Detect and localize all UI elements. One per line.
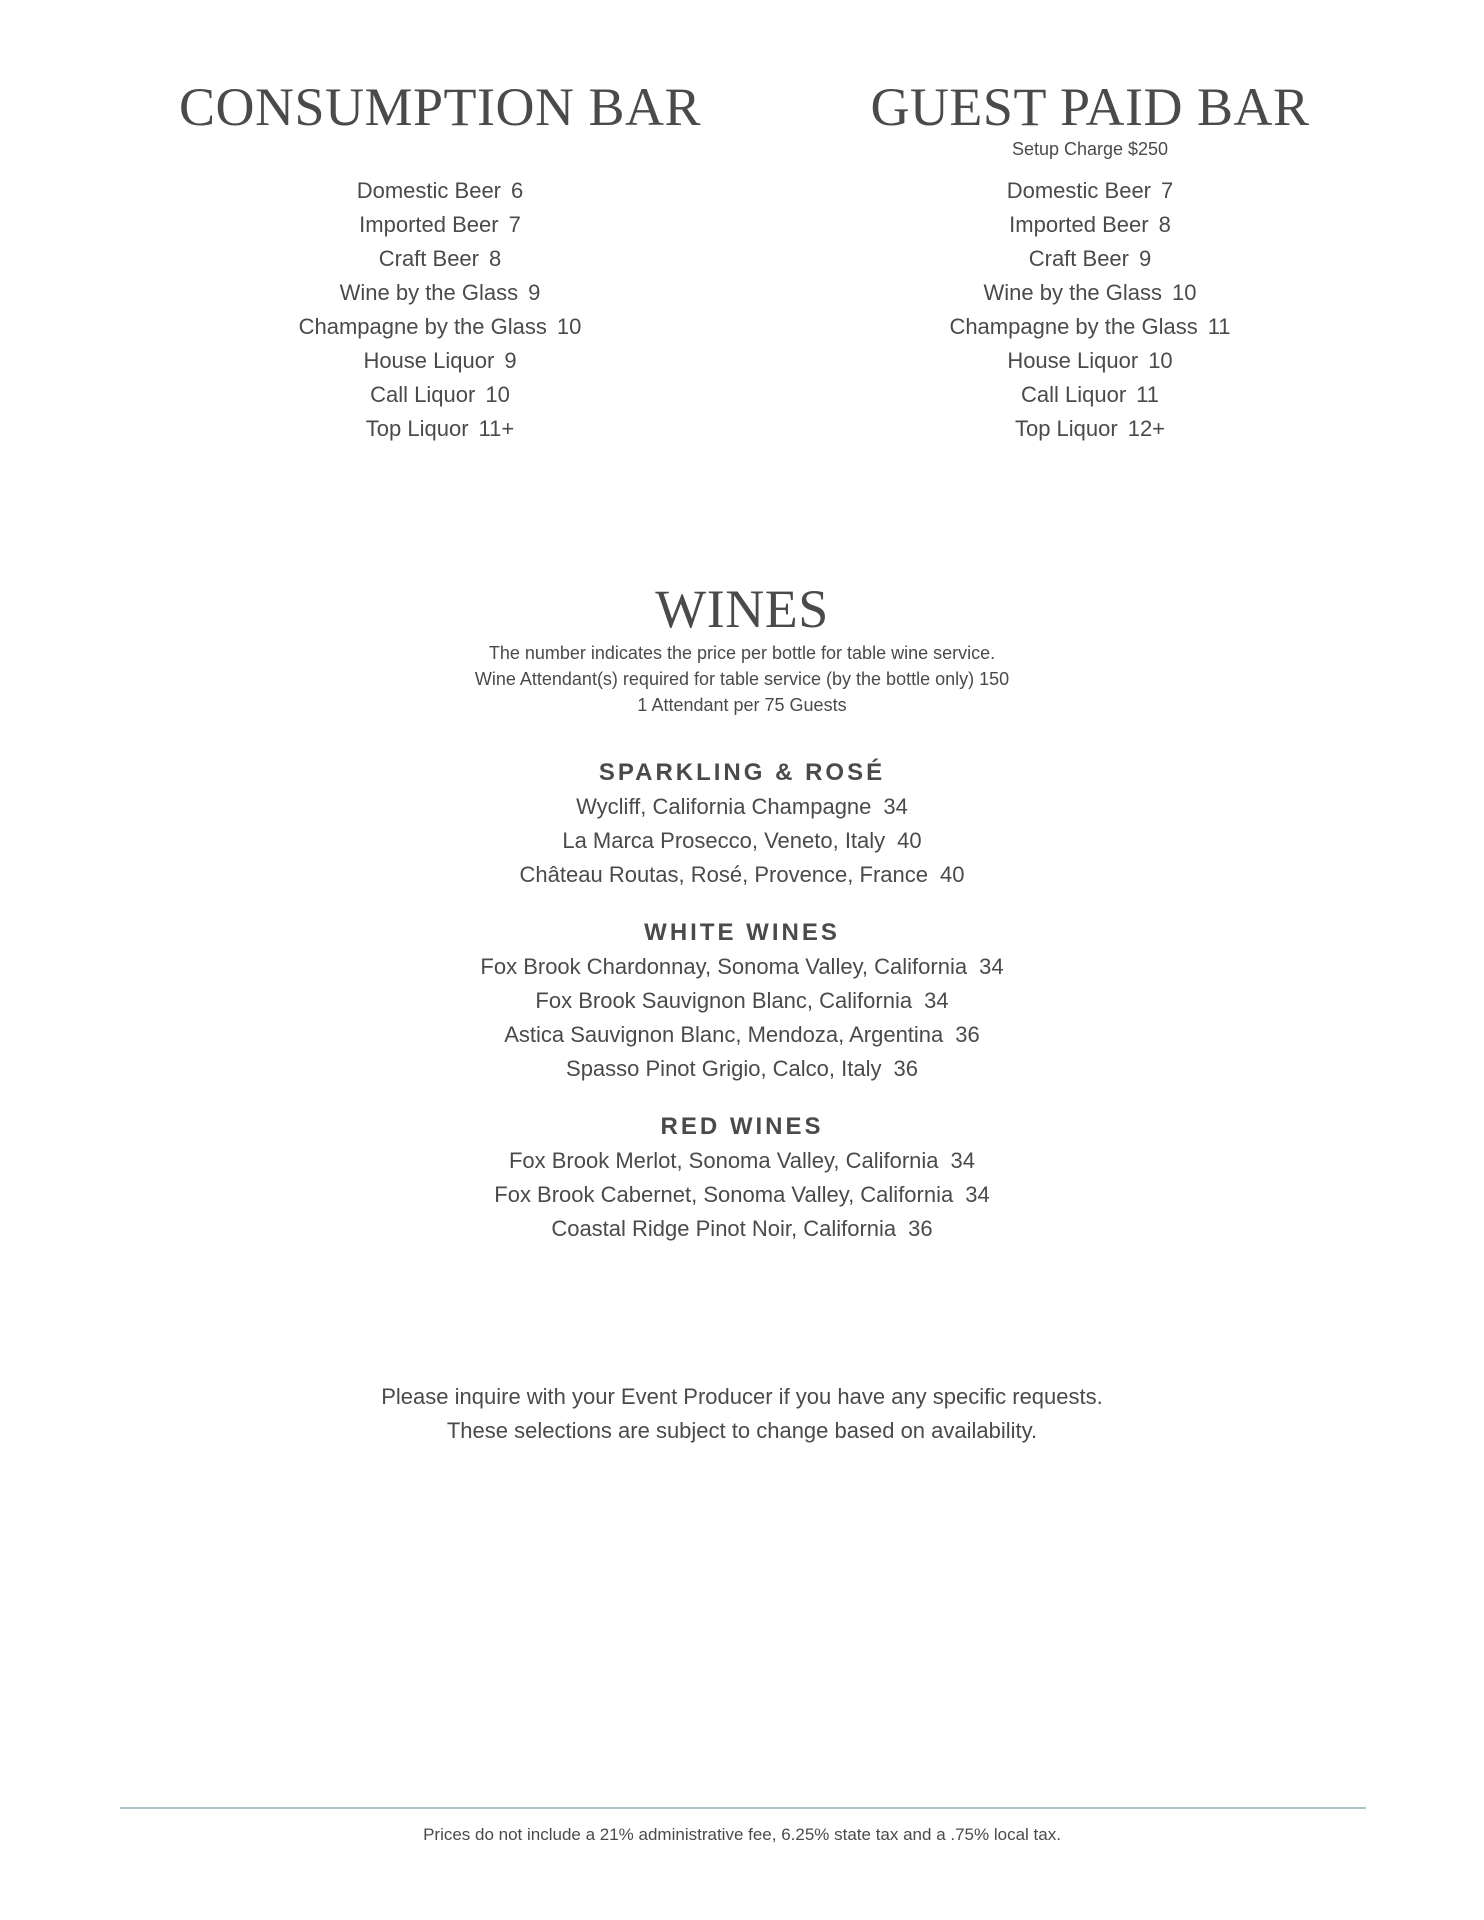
closing-notes (0, 1380, 1484, 1448)
guest-paid-bar-section (800, 77, 1380, 446)
consumption-bar-list (150, 174, 730, 446)
bar-item-price: 11 (1207, 314, 1231, 339)
wine-name: Fox Brook Cabernet, Sonoma Valley, California (494, 1182, 954, 1207)
wine-price: 36 (893, 1056, 918, 1081)
bar-item-price: 10 (485, 382, 510, 407)
consumption-bar-title: CONSUMPTION BAR (178, 77, 702, 137)
bar-item (800, 208, 1380, 242)
sparkling-rose-section (0, 756, 1484, 892)
section-title: RED WINES (660, 1113, 824, 1140)
wine-price: 34 (965, 1182, 990, 1207)
bar-item-price: 8 (1158, 212, 1171, 237)
wine-price: 34 (883, 794, 908, 819)
wines-notes (0, 640, 1484, 718)
bar-item-name: Call Liquor (1020, 382, 1127, 407)
bar-item-name: Imported Beer (359, 212, 499, 237)
bar-item-name: Top Liquor (1014, 416, 1118, 441)
wine-name: Wycliff, California Champagne (576, 794, 872, 819)
bar-item-name: Imported Beer (1009, 212, 1149, 237)
wines-note: 1 Attendant per 75 Guests (637, 695, 847, 715)
bar-item (150, 208, 730, 242)
bar-item-name: Domestic Beer (356, 178, 502, 203)
bar-item-price: 11+ (478, 416, 515, 441)
wine-list (0, 790, 1484, 892)
bar-item (800, 310, 1380, 344)
bar-item (800, 242, 1380, 276)
bar-item-price: 9 (504, 348, 517, 373)
guest-paid-bar-title: GUEST PAID BAR (870, 77, 1310, 137)
bar-item-price: 9 (1139, 246, 1152, 271)
wine-item (0, 984, 1484, 1018)
wine-item (0, 1178, 1484, 1212)
bar-item-name: Call Liquor (370, 382, 476, 407)
guest-paid-bar-list (800, 174, 1380, 446)
bar-item-name: Wine by the Glass (339, 280, 519, 305)
bar-item-name: Wine by the Glass (983, 280, 1163, 305)
wine-list (0, 1144, 1484, 1246)
wine-name: Spasso Pinot Grigio, Calco, Italy (566, 1056, 882, 1081)
setup-charge: Setup Charge $250 (1011, 139, 1169, 159)
bar-item-name: House Liquor (363, 348, 495, 373)
wine-name: Coastal Ridge Pinot Noir, California (551, 1216, 897, 1241)
bar-item-price: 11 (1136, 382, 1159, 407)
bar-item-name: Champagne by the Glass (949, 314, 1198, 339)
wine-name: Château Routas, Rosé, Provence, France (519, 862, 928, 887)
bar-item-price: 10 (1148, 348, 1173, 373)
wine-price: 34 (924, 988, 949, 1013)
wine-price: 34 (950, 1148, 976, 1173)
red-wines-section (0, 1110, 1484, 1246)
bar-item-price: 7 (508, 212, 521, 237)
wine-price: 40 (939, 862, 965, 887)
wines-note: The number indicates the price per bottle for table wine service. (488, 643, 996, 663)
wine-item (0, 1144, 1484, 1178)
bar-item-name: Top Liquor (365, 416, 469, 441)
wine-name: Fox Brook Sauvignon Blanc, California (535, 988, 913, 1013)
bar-item-name: Craft Beer (1028, 246, 1129, 271)
bar-item-price: 9 (528, 280, 541, 305)
bar-item (150, 412, 730, 446)
bar-item-name: Domestic Beer (1006, 178, 1152, 203)
wines-note: Wine Attendant(s) required for table service (by the bottle only) 150 (474, 669, 1010, 689)
section-title: WHITE WINES (644, 919, 840, 946)
bar-item (800, 344, 1380, 378)
bar-item-price: 12+ (1127, 416, 1166, 441)
wine-list (0, 950, 1484, 1086)
bar-item-price: 6 (511, 178, 524, 203)
consumption-bar-spacer (150, 138, 730, 160)
bar-item (800, 174, 1380, 208)
wine-price: 36 (908, 1216, 933, 1241)
bar-item (800, 412, 1380, 446)
wine-price: 36 (955, 1022, 980, 1047)
bar-item (150, 344, 730, 378)
wine-item (0, 858, 1484, 892)
bar-item-name: Champagne by the Glass (298, 314, 547, 339)
bar-item (150, 174, 730, 208)
bar-item (800, 276, 1380, 310)
footer-disclaimer: Prices do not include a 21% administrative fee, 6.25% state tax and a .75% local tax. (423, 1825, 1061, 1844)
wine-name: Fox Brook Merlot, Sonoma Valley, California (508, 1148, 939, 1173)
bar-item (150, 242, 730, 276)
white-wines-section (0, 916, 1484, 1086)
bar-item-price: 10 (1172, 280, 1197, 305)
bar-item (150, 310, 730, 344)
closing-line: These selections are subject to change based on availability. (446, 1418, 1038, 1443)
bar-item-price: 7 (1161, 178, 1174, 203)
wine-item (0, 1018, 1484, 1052)
bar-item (150, 276, 730, 310)
wines-title: WINES (655, 579, 829, 639)
closing-line: Please inquire with your Event Producer if you have any specific requests. (381, 1384, 1103, 1409)
wines-section (0, 579, 1484, 1246)
wine-name: Fox Brook Chardonnay, Sonoma Valley, California (480, 954, 968, 979)
wine-name: Astica Sauvignon Blanc, Mendoza, Argentina (504, 1022, 944, 1047)
bar-item-price: 8 (489, 246, 502, 271)
wine-item (0, 790, 1484, 824)
section-title: SPARKLING & ROSÉ (598, 759, 886, 786)
bar-item-name: House Liquor (1007, 348, 1139, 373)
wine-item (0, 1212, 1484, 1246)
wine-item (0, 824, 1484, 858)
wine-item (0, 950, 1484, 984)
wine-price: 34 (979, 954, 1004, 979)
bar-item (800, 378, 1380, 412)
wine-price: 40 (897, 828, 922, 853)
wine-name: La Marca Prosecco, Veneto, Italy (562, 828, 886, 853)
wine-item (0, 1052, 1484, 1086)
consumption-bar-section (150, 77, 730, 446)
footer-divider (120, 1807, 1366, 1809)
bar-item (150, 378, 730, 412)
bar-item-price: 10 (556, 314, 582, 339)
bar-item-name: Craft Beer (378, 246, 479, 271)
